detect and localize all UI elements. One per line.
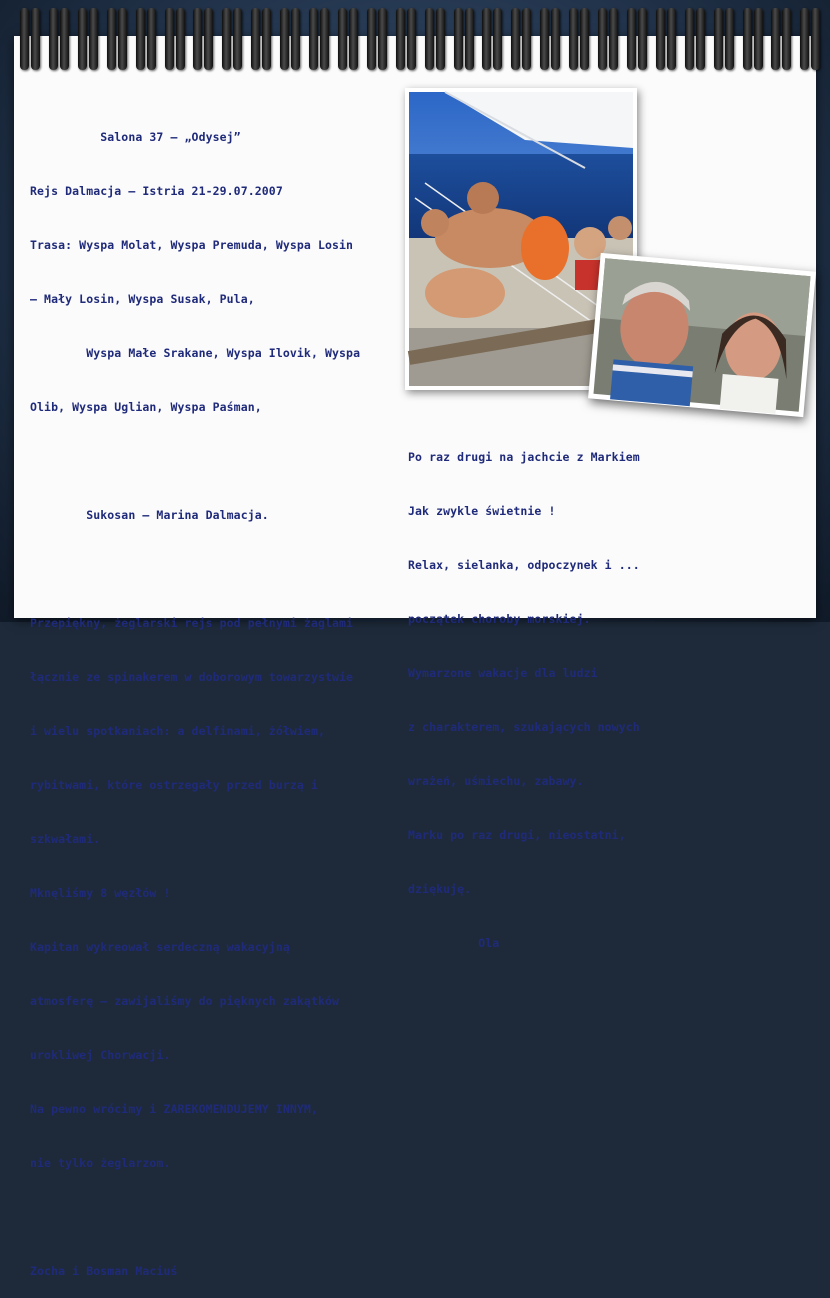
binding-ring xyxy=(407,8,416,70)
binding-ring xyxy=(320,8,329,70)
binding-ring xyxy=(262,8,271,70)
binding-ring xyxy=(280,8,289,70)
binding-ring xyxy=(136,8,145,70)
binding-ring xyxy=(378,8,387,70)
note-line: Rejs Dalmacja – Istria 21-29.07.2007 xyxy=(30,184,283,198)
binding-ring xyxy=(222,8,231,70)
binding-ring xyxy=(49,8,58,70)
binding-ring xyxy=(78,8,87,70)
note-line: Wymarzone wakacje dla ludzi xyxy=(408,666,598,680)
note-line: Mknęliśmy 8 węzłów ! xyxy=(30,886,171,900)
binding-ring xyxy=(107,8,116,70)
spiral-binding xyxy=(0,0,830,80)
note-line: łącznie ze spinakerem w doborowym towarzystwie xyxy=(30,670,354,684)
binding-ring xyxy=(771,8,780,70)
binding-ring xyxy=(638,8,647,70)
note-line: urokliwej Chorwacji. xyxy=(30,1048,171,1062)
note-line: dziękuję. xyxy=(408,882,472,896)
binding-ring xyxy=(89,8,98,70)
binding-ring xyxy=(165,8,174,70)
note-line: wrażeń, uśmiechu, zabawy. xyxy=(408,774,584,788)
binding-ring xyxy=(493,8,502,70)
note-line: Wyspa Małe Srakane, Wyspa Ilovik, Wyspa xyxy=(30,346,361,360)
left-note xyxy=(30,92,360,1298)
binding-ring xyxy=(396,8,405,70)
binding-ring xyxy=(309,8,318,70)
binding-ring xyxy=(580,8,589,70)
note-line: rybitwami, które ostrzegały przed burzą i xyxy=(30,778,318,792)
note-line: Po raz drugi na jachcie z Markiem xyxy=(408,450,640,464)
binding-ring xyxy=(511,8,520,70)
binding-ring xyxy=(60,8,69,70)
binding-ring xyxy=(31,8,40,70)
binding-ring xyxy=(193,8,202,70)
note-line xyxy=(30,560,360,578)
note-line: atmosferę – zawijaliśmy do pięknych zakątków xyxy=(30,994,340,1008)
binding-ring xyxy=(176,8,185,70)
binding-ring xyxy=(667,8,676,70)
binding-ring xyxy=(782,8,791,70)
note-line: Zocha i Bosman Maciuś xyxy=(30,1264,178,1278)
binding-ring xyxy=(598,8,607,70)
binding-ring xyxy=(233,8,242,70)
binding-ring xyxy=(436,8,445,70)
binding-ring xyxy=(551,8,560,70)
binding-ring xyxy=(685,8,694,70)
binding-ring xyxy=(482,8,491,70)
binding-ring xyxy=(291,8,300,70)
binding-ring xyxy=(725,8,734,70)
note-line xyxy=(30,1208,360,1226)
note-line: Przepiękny, żeglarski rejs pod pełnymi żaglami xyxy=(30,616,354,630)
note-line: z charakterem, szukających nowych xyxy=(408,720,640,734)
binding-ring xyxy=(714,8,723,70)
binding-ring xyxy=(540,8,549,70)
binding-ring xyxy=(754,8,763,70)
binding-ring xyxy=(656,8,665,70)
binding-ring xyxy=(204,8,213,70)
binding-ring xyxy=(425,8,434,70)
note-line: nie tylko żeglarzom. xyxy=(30,1156,171,1170)
binding-ring xyxy=(20,8,29,70)
binding-ring xyxy=(811,8,820,70)
note-line: początek choroby morskiej. xyxy=(408,612,591,626)
note-line: Na pewno wrócimy i ZAREKOMENDUJEMY INNYM, xyxy=(30,1102,318,1116)
binding-ring xyxy=(522,8,531,70)
note-line xyxy=(30,452,360,470)
note-line: Ola xyxy=(408,936,500,950)
binding-ring xyxy=(696,8,705,70)
binding-ring xyxy=(118,8,127,70)
binding-ring xyxy=(609,8,618,70)
binding-ring xyxy=(800,8,809,70)
binding-ring xyxy=(367,8,376,70)
note-line: szkwałami. xyxy=(30,832,101,846)
binding-ring xyxy=(147,8,156,70)
note-line: Salona 37 – „Odysej” xyxy=(30,130,241,144)
binding-ring xyxy=(465,8,474,70)
binding-ring xyxy=(251,8,260,70)
binding-ring xyxy=(743,8,752,70)
right-note xyxy=(408,412,640,970)
note-line: Trasa: Wyspa Molat, Wyspa Premuda, Wyspa Losin xyxy=(30,238,354,252)
binding-ring xyxy=(338,8,347,70)
binding-ring xyxy=(627,8,636,70)
note-line: – Mały Losin, Wyspa Susak, Pula, xyxy=(30,292,255,306)
note-line: Kapitan wykreował serdeczną wakacyjną xyxy=(30,940,290,954)
binding-ring xyxy=(349,8,358,70)
note-line: Jak zwykle świetnie ! xyxy=(408,504,556,518)
binding-ring xyxy=(454,8,463,70)
binding-ring xyxy=(569,8,578,70)
photo-couple-portrait xyxy=(588,253,816,417)
note-line: Olib, Wyspa Uglian, Wyspa Paśman, xyxy=(30,400,262,414)
note-line: Marku po raz drugi, nieostatni, xyxy=(408,828,626,842)
note-line: i wielu spotkaniach: a delfinami, żółwiem, xyxy=(30,724,325,738)
note-line: Sukosan – Marina Dalmacja. xyxy=(30,508,269,522)
note-line: Relax, sielanka, odpoczynek i ... xyxy=(408,558,640,572)
